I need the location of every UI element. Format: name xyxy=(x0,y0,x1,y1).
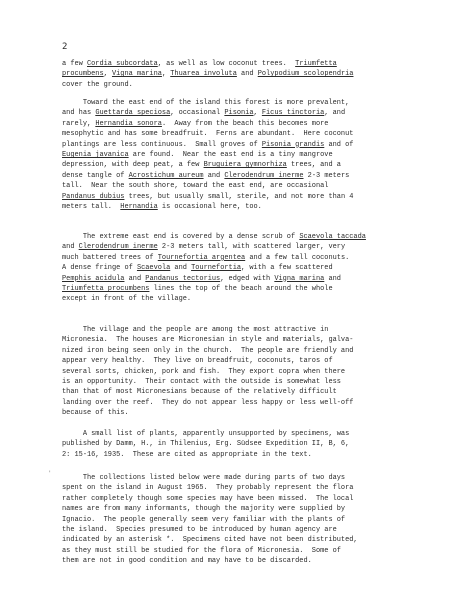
paragraph-east-end-forest xyxy=(62,98,434,212)
text-run: , xyxy=(161,70,171,79)
text-run: and xyxy=(124,274,146,283)
text-run: , edged with xyxy=(220,274,275,283)
text-run: and of xyxy=(324,140,354,149)
paragraph-plant-list-reference xyxy=(62,429,434,460)
text-run: a few xyxy=(62,60,87,68)
species-name: Hernandia sonora xyxy=(95,119,162,128)
paragraph-beach-vegetation xyxy=(62,59,434,90)
species-name: Triumfetta procumbens xyxy=(62,285,150,294)
text-run: except in front of the village. xyxy=(62,295,192,304)
text-line xyxy=(62,388,337,396)
text-line xyxy=(62,430,349,438)
species-name: Cordia subcordata xyxy=(86,60,158,68)
species-name: Tournefortia argentea xyxy=(157,253,246,262)
text-run: Micronesia. The houses are Micronesian in style and materials, galva- xyxy=(62,336,354,345)
text-run: and has xyxy=(62,109,96,118)
species-name: Ficus tinctoria xyxy=(261,109,325,118)
text-line xyxy=(62,109,345,117)
species-name: Polypodium scolopendria xyxy=(257,70,354,79)
text-run: A small list of plants, apparently unsupported by specimens, was xyxy=(62,430,350,438)
paragraph-collections xyxy=(62,473,434,567)
species-name: Thuarea involuta xyxy=(170,70,237,79)
text-line xyxy=(62,182,328,190)
text-line xyxy=(62,357,333,365)
text-run: several sorts, chicken, pork and fish. They export copra when there xyxy=(62,367,346,376)
text-line xyxy=(62,161,341,169)
text-run: , as well as low coconut trees. xyxy=(157,60,296,68)
text-run: , xyxy=(103,70,112,79)
text-run: 2-3 meters xyxy=(303,171,350,180)
species-name: Eugenia javanica xyxy=(62,151,129,160)
text-run: . Away from the beach this becomes more xyxy=(161,119,329,128)
text-run: and xyxy=(236,70,258,79)
text-run: lines the top of the beach around the whole xyxy=(149,285,333,294)
text-run: depression, with deep peat, a few xyxy=(62,161,204,170)
text-run: , occasional xyxy=(170,109,225,118)
text-run: tall. Near the south shore, toward the east end, are occasional xyxy=(62,182,329,191)
species-name: Pandanus dubius xyxy=(62,192,125,201)
text-run: much battered trees of xyxy=(62,253,158,262)
text-line xyxy=(62,254,349,262)
text-line xyxy=(62,557,312,565)
species-name: Vigna marina xyxy=(111,70,162,79)
text-run: are found. Near the east end is a tiny mangrove xyxy=(128,151,333,160)
species-name: procumbens xyxy=(62,70,104,79)
text-run: plantings are less continuous. Small groves of xyxy=(62,140,262,149)
text-run: 2-3 meters tall, with scattered larger, very xyxy=(157,243,346,252)
text-line xyxy=(62,295,191,303)
species-name: Clerodendrum inerme xyxy=(224,171,304,180)
text-run: than that of most Micronesians because of the relatively difficult xyxy=(62,388,337,397)
text-line xyxy=(62,326,328,334)
species-name: Pemphis acidula xyxy=(62,274,125,283)
text-line xyxy=(62,451,312,459)
text-run: trees, and a xyxy=(286,161,341,170)
species-name: Vigna marina xyxy=(274,274,325,283)
text-run: , xyxy=(253,109,262,118)
text-line xyxy=(62,336,353,344)
species-name: Triumfetta xyxy=(295,60,337,68)
species-name: Hernandia xyxy=(120,203,158,212)
text-run: and a few tall coconuts. xyxy=(245,253,350,262)
text-run: mesophytic and has some breadfruit. Ferns are abundant. Here coconut xyxy=(62,130,354,139)
species-name: Scaevola taccada xyxy=(299,233,366,241)
species-name: Guettarda speciosa xyxy=(95,109,171,118)
text-run: rather completely though some species may have been missed. The local xyxy=(62,494,354,503)
text-line xyxy=(62,130,353,138)
text-run: cover the ground. xyxy=(62,80,133,89)
species-name: Pisonia grandis xyxy=(261,140,325,149)
text-line xyxy=(62,81,133,89)
species-name: Acrostichum aureum xyxy=(128,171,204,180)
text-line xyxy=(62,193,353,201)
text-line xyxy=(62,203,262,211)
text-line xyxy=(62,151,333,159)
text-run: dense tangle of xyxy=(62,171,129,180)
text-line xyxy=(62,233,366,241)
paragraph-village-people xyxy=(62,325,434,419)
paragraph-east-end-scrub xyxy=(62,232,434,305)
text-line xyxy=(62,547,341,555)
text-line xyxy=(62,70,353,78)
text-line xyxy=(62,484,353,492)
text-line xyxy=(62,526,337,534)
text-run: , with a few scattered xyxy=(241,264,333,273)
margin-mark: ' xyxy=(48,470,52,477)
text-line xyxy=(62,99,349,107)
text-run: rarely, xyxy=(62,119,96,128)
text-line xyxy=(62,516,345,524)
species-name: Clerodendrum inerme xyxy=(78,243,158,252)
text-run: The village and the people are among the most attractive in xyxy=(62,326,329,334)
text-line xyxy=(62,141,353,149)
text-line xyxy=(62,440,349,448)
text-run: because of this. xyxy=(62,409,129,418)
text-run: nized iron being seen only in the church. The people are friendly and xyxy=(62,346,354,355)
text-line xyxy=(62,409,129,417)
text-run: appear very healthy. They live on breadfruit, coconuts, taros of xyxy=(62,357,333,366)
text-run: is occasional here, too. xyxy=(157,203,262,212)
text-run: and xyxy=(170,264,192,273)
text-line xyxy=(62,120,328,128)
text-run: The collections listed below were made during parts of two days xyxy=(62,474,346,482)
text-line xyxy=(62,368,345,376)
text-run: them are not in good condition and may have to be discarded. xyxy=(62,557,312,566)
text-line xyxy=(62,505,345,513)
species-name: Scaevola xyxy=(136,264,171,273)
text-line xyxy=(62,60,337,68)
text-line xyxy=(62,264,333,272)
text-line xyxy=(62,399,353,407)
text-line xyxy=(62,172,349,180)
page-number: 2 xyxy=(62,42,68,52)
text-run: Toward the east end of the island this forest is more prevalent, xyxy=(62,99,350,107)
species-name: Pisonia xyxy=(224,109,254,118)
text-line xyxy=(62,243,345,251)
text-run: spent on the island in August 1965. They probably represent the flora xyxy=(62,484,354,493)
text-run: 2: 15-16, 1935. These are cited as appropriate in the text. xyxy=(62,450,312,459)
text-run: published by Damm, H., in Thilenius, Erg. Südsee Expedition II, B, 6, xyxy=(62,440,350,449)
text-line xyxy=(62,347,353,355)
text-run: The extreme east end is covered by a dense scrub of xyxy=(62,233,300,241)
text-run: meters tall. xyxy=(62,203,121,212)
text-run: , and xyxy=(324,109,346,118)
text-run: as they must still be studied for the flora of Micronesia. Some of xyxy=(62,546,341,555)
text-run: Ignacio. The people generally seem very familiar with the plants of xyxy=(62,515,346,524)
text-line xyxy=(62,285,333,293)
text-line xyxy=(62,495,353,503)
species-name: Bruguiera gymnorhiza xyxy=(203,161,287,170)
text-run: and xyxy=(324,274,341,283)
species-name: Pandanus tectorius xyxy=(145,274,221,283)
text-run: A dense fringe of xyxy=(62,264,137,273)
text-line xyxy=(62,275,341,283)
text-line xyxy=(62,474,345,482)
text-run: landing over the reef. They do not appear less happy or less well-off xyxy=(62,398,354,407)
text-run: trees, but usually small, sterile, and not more than 4 xyxy=(124,192,354,201)
text-line xyxy=(62,536,358,544)
text-run: indicated by an asterisk *. Specimens cited have not been distributed, xyxy=(62,536,358,545)
text-line xyxy=(62,378,341,386)
text-run: and xyxy=(203,171,225,180)
text-run: the island. Species presumed to be introduced by human agency are xyxy=(62,526,337,535)
species-name: Tournefortia xyxy=(191,264,242,273)
text-run: names are from many informants, though the majority were supplied by xyxy=(62,505,346,514)
text-run: and xyxy=(62,243,79,252)
text-run: is an opportunity. Their contact with the outside is somewhat less xyxy=(62,378,341,387)
